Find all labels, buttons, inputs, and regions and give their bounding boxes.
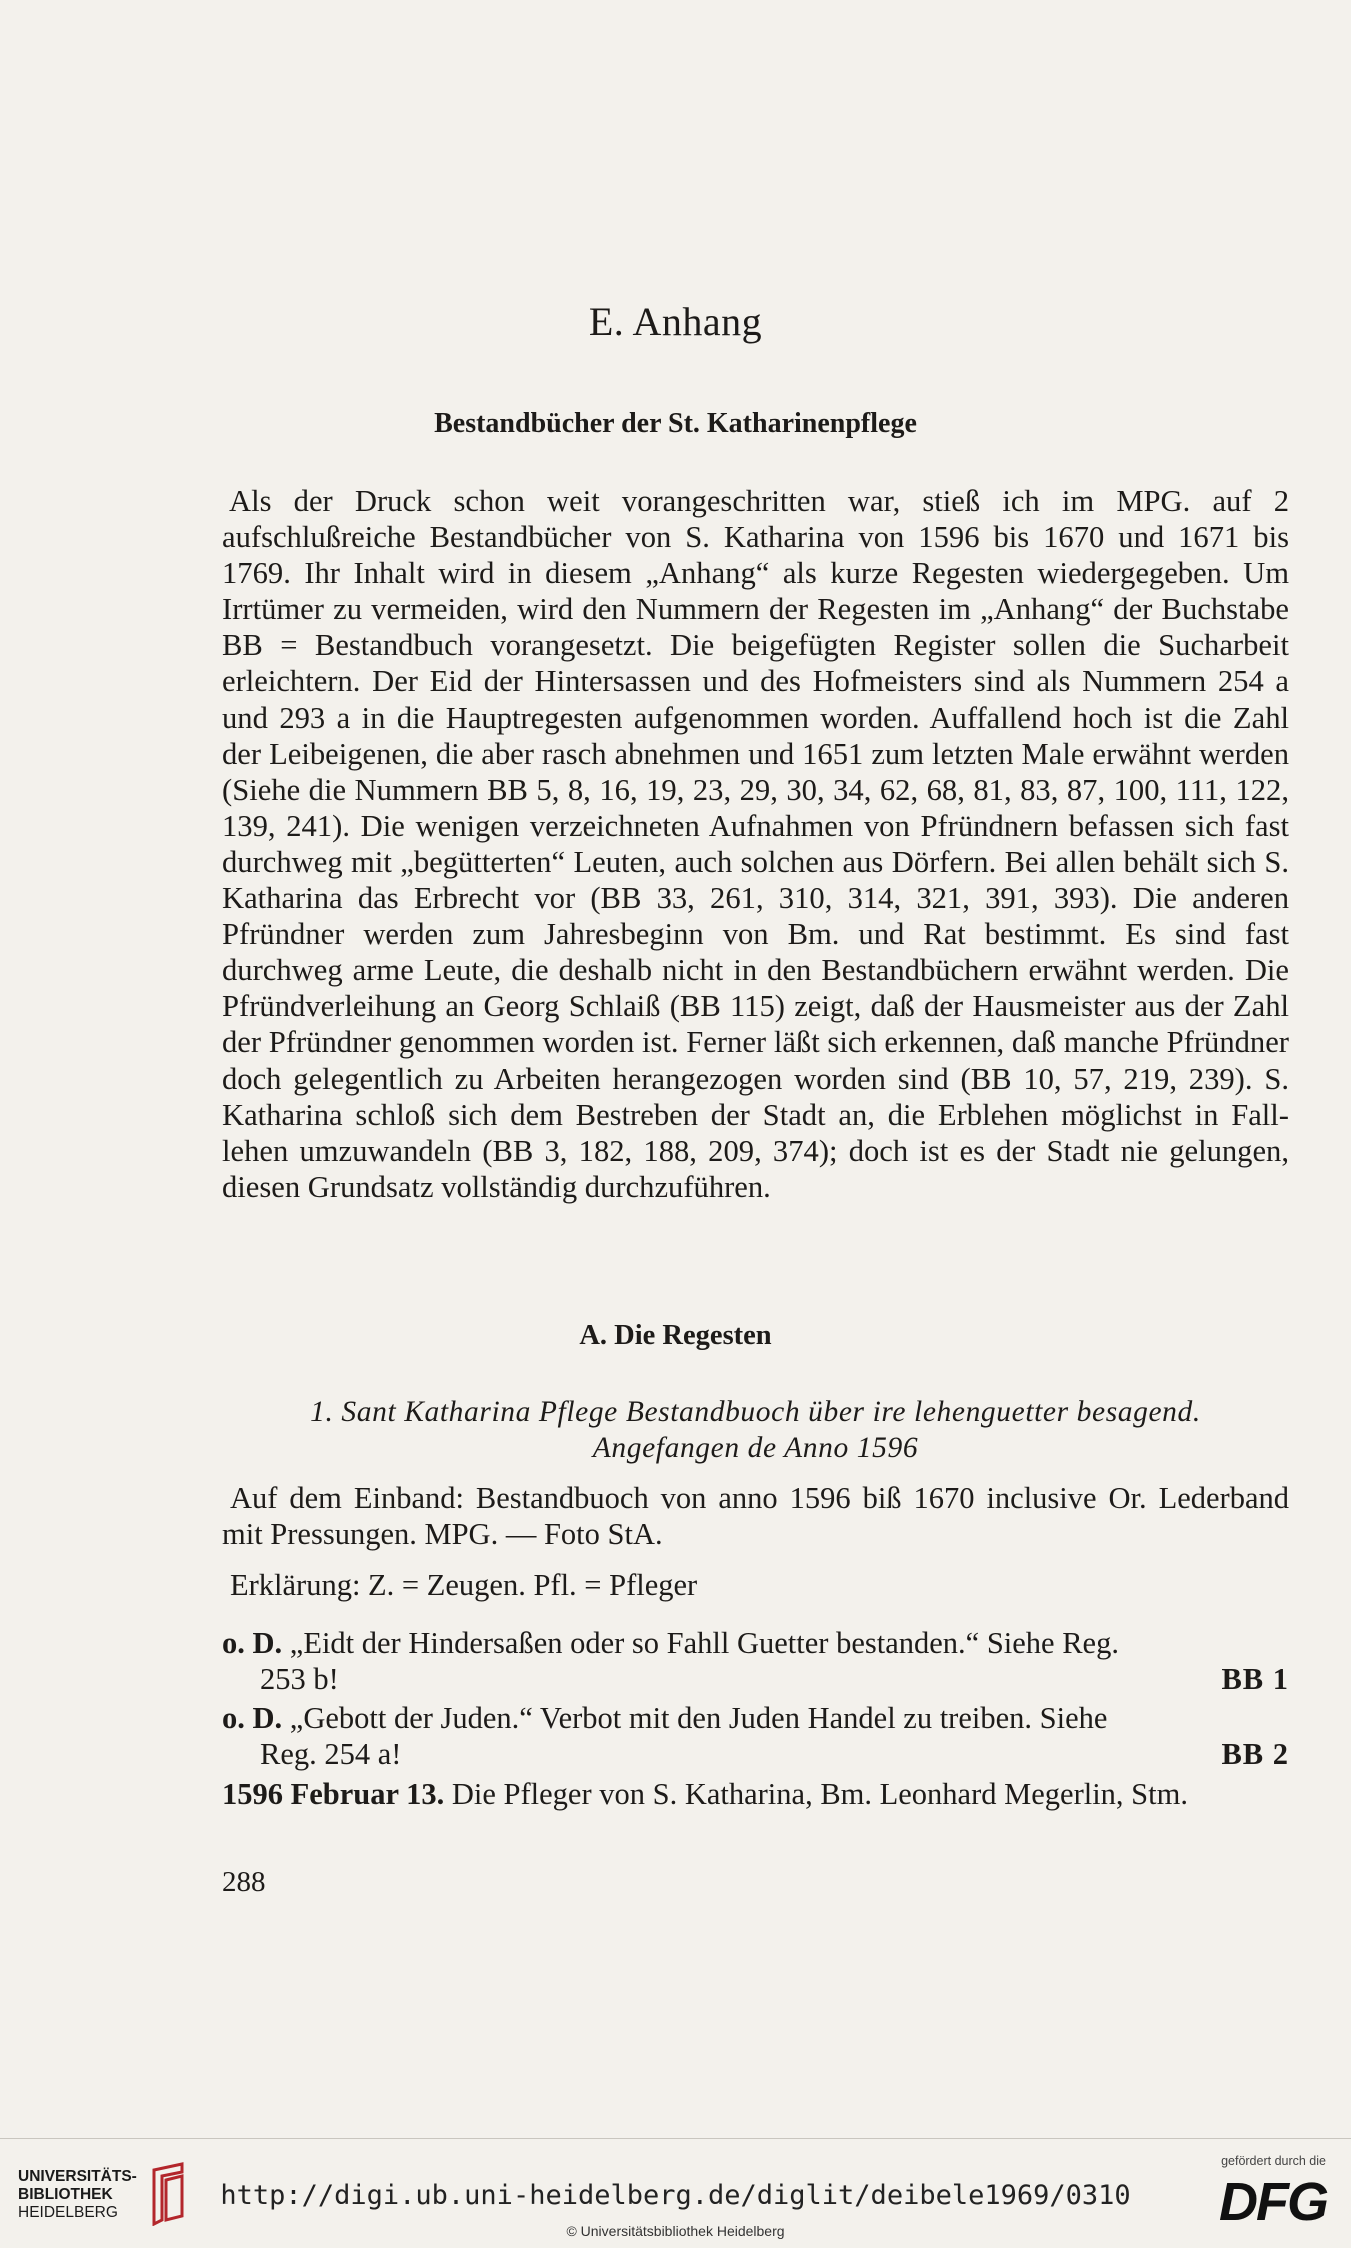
copyright-notice: © Universitätsbibliothek Heidelberg: [566, 2223, 785, 2239]
permalink-url[interactable]: http://digi.ub.uni-heidelberg.de/diglit/deibele1969/0310: [220, 2180, 1131, 2211]
library-line-1: UNIVERSITÄTS-: [18, 2168, 137, 2185]
regest-entry: [222, 1700, 1289, 1772]
intro-paragraph: Als der Druck schon weit vorangeschritten war, stieß ich im MPG. auf 2 aufschlußreiche Bestandbücher von S. Katharina von 1596 bis 1670 und 1671 bis 1769. Ihr Inhalt wird in diesem „Anhang“ als kurze Regesten wiedergegeben. Um Irrtümer zu vermeiden, wird den Nummern der Regesten im „Anhang“ der Buchstabe BB = Bestandbuch vorangesetzt. Die beigefügten Register sollen die Sucharbeit erleichtern. Der Eid der Hintersassen und des Hofmeisters sind als Nummern 254 a und 293 a in die Hauptregesten aufgenommen worden. Auffallend hoch ist die Zahl der Leibeigenen, die aber rasch abnehmen und 1651 zum letzten Male erwähnt werden (Siehe die Nummern BB 5, 8, 16, 19, 23, 29, 30, 34, 62, 68, 81, 83, 87, 100, 111, 122, 139, 241). Die wenigen verzeichneten Aufnahmen von Pfründnern befassen sich fast durchweg mit „begütterten“ Leuten, auch solchen aus Dörfern. Bei allen behält sich S. Katharina das Erbrecht vor (BB 33, 261, 310, 314, 321, 391, 393). Die anderen Pfründner werden zum Jahresbeginn von Bm. und Rat bestimmt. Es sind fast durchweg arme Leute, die deshalb nicht in den Bestandbüchern erwähnt werden. Die Pfründverleihung an Georg Schlaiß (BB 115) zeigt, daß der Hausmeister aus der Zahl der Pfründner genommen worden ist. Ferner läßt sich erkennen, daß manche Pfründner doch gelegentlich zu Arbeiten herangezogen worden sind (BB 10, 57, 219, 239). S. Katharina schloß sich dem Bestreben der Stadt an, die Erblehen möglichst in Fall-lehen umzuwandeln (BB 3, 182, 188, 209, 374); doch ist es der Stadt nie gelungen, diesen Grundsatz vollständig durchzuführen.: [222, 484, 1289, 1204]
entry-prefix: o. D.: [222, 1701, 283, 1735]
library-line-3: HEIDELBERG: [18, 2204, 118, 2221]
dated-entry: [222, 1776, 1289, 1812]
section-subheading: Bestandbücher der St. Katharinenpflege: [434, 408, 917, 439]
entry-number: BB 1: [1221, 1662, 1289, 1696]
dfg-logo: DFG: [1219, 2172, 1327, 2232]
entry-text: „Eidt der Hindersaßen oder so Fahll Guetter bestanden.“ Siehe Reg.: [289, 1626, 1119, 1660]
entry-continuation: 253 b!: [260, 1662, 339, 1696]
erklaerung-note: Erklärung: Z. = Zeugen. Pfl. = Pfleger: [230, 1568, 698, 1602]
entry-number: BB 2: [1221, 1737, 1289, 1771]
book-title-line-1: 1. Sant Katharina Pflege Bestandbuoch über ire lehenguetter besagend.: [310, 1396, 1201, 1428]
book-title-line-2: Angefangen de Anno 1596: [592, 1432, 919, 1464]
entry-continuation: Reg. 254 a!: [260, 1737, 402, 1771]
book-title: [222, 1394, 1289, 1466]
regest-entry: [222, 1625, 1289, 1697]
funding-note: gefördert durch die: [1221, 2154, 1326, 2168]
entry-date-text: Die Pfleger von S. Katharina, Bm. Leonhard Megerlin, Stm.: [451, 1777, 1188, 1811]
regesten-heading: A. Die Regesten: [579, 1320, 772, 1351]
entry-prefix: o. D.: [222, 1626, 283, 1660]
entry-date: 1596 Februar 13.: [222, 1777, 445, 1811]
entry-text: „Gebott der Juden.“ Verbot mit den Juden Handel zu treiben. Siehe: [289, 1701, 1108, 1735]
page-heading: E. Anhang: [588, 299, 763, 344]
einband-note: Auf dem Einband: Bestandbuoch von anno 1596 biß 1670 inclusive Or. Lederband mit Pressungen. MPG. — Foto StA.: [222, 1481, 1289, 1551]
page-number: 288: [222, 1866, 266, 1898]
footer-divider: [0, 2138, 1351, 2139]
library-line-2: BIBLIOTHEK: [18, 2186, 113, 2203]
